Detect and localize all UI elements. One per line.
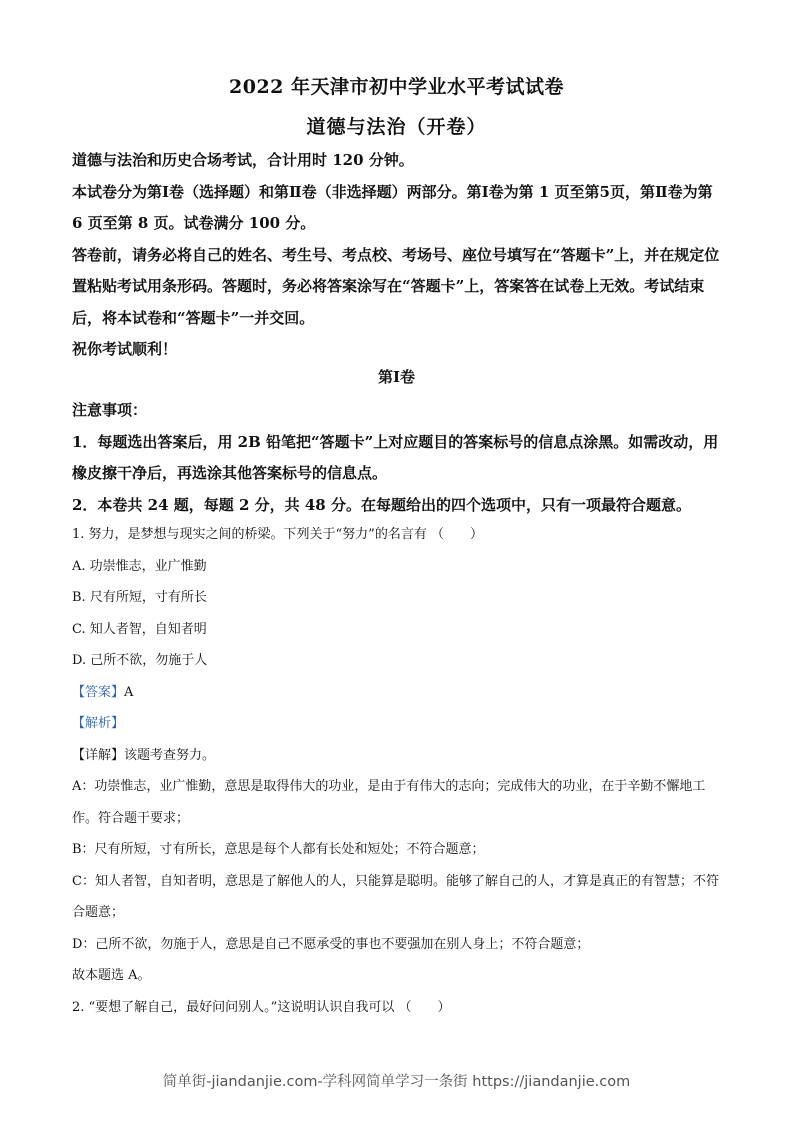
footer-watermark: 简单街-jiandanjie.com-学科网简单学习一条街 https://jiandanjie.com [162,1074,631,1090]
exam-instructions [72,145,723,366]
instruction-structure: 本试卷分为第Ⅰ卷（选择题）和第Ⅱ卷（非选择题）两部分。第Ⅰ卷为第 1 页至第5页，第Ⅱ卷为第 6 页至第 8 页。试卷满分 100 分。 [72,182,713,232]
notes-block [72,395,723,521]
question-stem: 1. 努力，是梦想与现实之间的桥梁。下列关于“努力”的名言有 （ ） [72,527,483,542]
note-item: 1．每题选出答案后，用 2B 铅笔把“答题卡”上对应题目的答案标号的信息点涂黑。如需改动，用橡皮擦干净后，再选涂其他答案标号的信息点。 [72,432,719,482]
answer-value: A [124,684,134,700]
notes-title: 注意事项： [72,401,148,419]
detail-line: 【详解】该题考查努力。 [72,747,216,763]
option-a: A. 功崇惟志，业广惟勤 [72,558,207,574]
question-2-stem: 2. “要想了解自己，最好问问别人。”这说明认识自我可以 （ ） [72,999,451,1015]
analysis-tag: 【解析】 [72,716,125,731]
instruction-good-luck: 祝你考试顺利！ [72,340,178,358]
instruction-time: 道德与法治和历史合场考试，合计用时 120 分钟。 [72,151,414,169]
explanation-d: D：己所不欲，勿施于人，意思是自己不愿承受的事也不要强加在别人身上；不符合题意； [72,936,590,952]
explanation-a: A：功崇惟志，业广惟勤，意思是取得伟大的功业，是由于有伟大的志向；完成伟大的功业，在于辛勤不懈地工作。符合题干要求； [72,779,706,826]
instruction-answer-sheet: 答卷前，请务必将自己的姓名、考生号、考点校、考场号、座位号填写在“答题卡”上，并在规定位置粘贴考试用条形码。答题时，务必将答案涂写在“答题卡”上，答案答在试卷上无效。考试结束后，将本试卷和“答题卡”一并交回。 [72,245,720,327]
explanation-c: C：知人者智，自知者明，意思是了解他人的人，只能算是聪明。能够了解自己的人，才算是真正的有智慧；不符合题意； [72,873,719,920]
section-label: 第Ⅰ卷 [377,368,416,386]
conclusion-line: 故本题选 A。 [72,968,151,983]
note-item: 2．本卷共 24 题，每题 2 分，共 48 分。在每题给出的四个选项中，只有一项最符合题意。 [72,495,691,514]
option-c: C. 知人者智，自知者明 [72,621,207,637]
option-b: B. 尺有所短，寸有所长 [72,590,207,605]
answer-tag: 【答案】 [72,684,125,700]
explanation-b: B：尺有所短，寸有所长，意思是每个人都有长处和短处；不符合题意； [72,842,485,857]
exam-subtitle: 道德与法治（开卷） [306,116,487,138]
question-1 [72,519,723,1023]
answer-line [72,677,723,709]
exam-title: 2022 年天津市初中学业水平考试试卷 [229,76,564,98]
option-d: D. 己所不欲，勿施于人 [72,653,208,668]
